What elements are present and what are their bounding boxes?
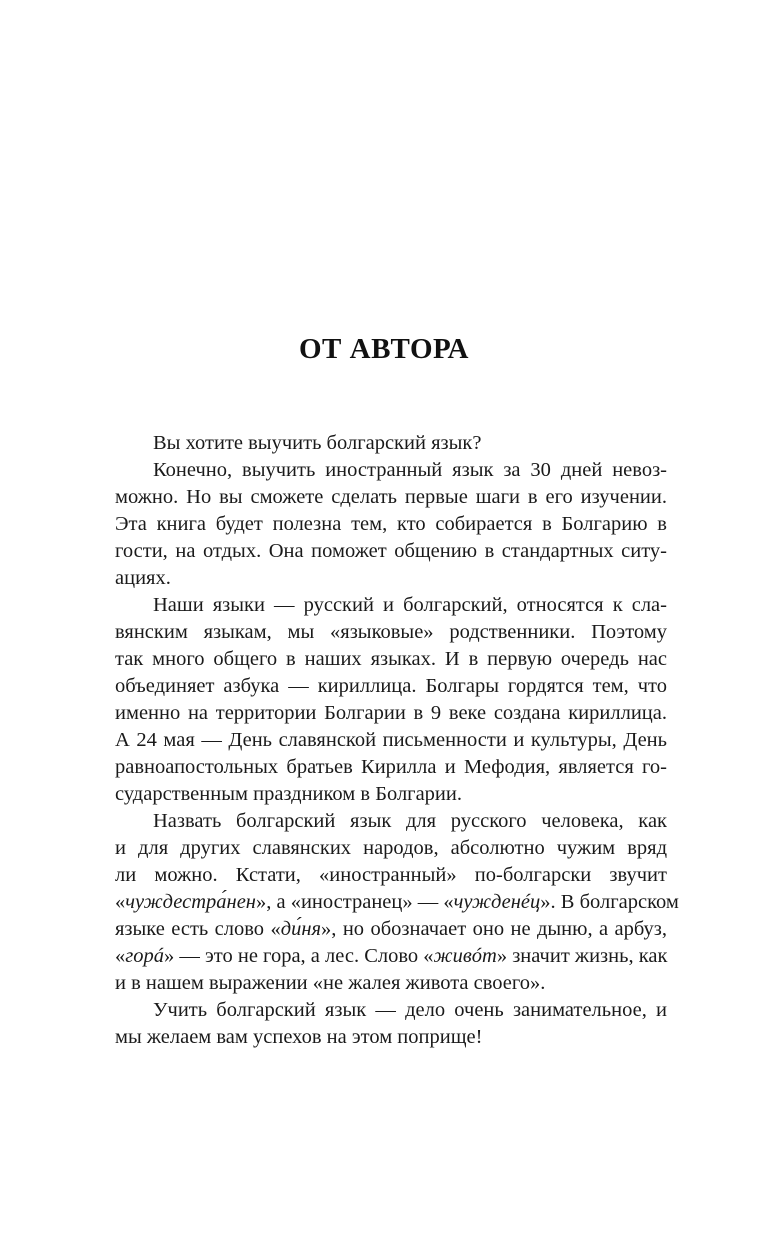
text-line: и для других славянских народов, абсолютно чужим вряд bbox=[115, 837, 667, 859]
text-fragment: языке есть слово « bbox=[115, 918, 281, 940]
text-line: можно. Но вы сможете сделать первые шаги в его изучении. bbox=[115, 486, 667, 508]
paragraph-3 bbox=[77, 592, 667, 808]
italic-word: ди́ня bbox=[280, 918, 322, 940]
italic-word: горá bbox=[125, 945, 164, 967]
paragraph-2 bbox=[77, 457, 667, 592]
text-line: Учить болгарский язык — дело очень занимательное, и bbox=[153, 999, 667, 1021]
text-line-rich bbox=[77, 916, 667, 943]
page-title: ОТ АВТОРА bbox=[298, 333, 470, 365]
text-line: ли можно. Кстати, «иностранный» по-болгарски звучит bbox=[115, 864, 667, 886]
paragraph-5 bbox=[77, 997, 667, 1051]
text-line: именно на территории Болгарии в 9 веке создана кириллица. bbox=[115, 702, 667, 724]
text-line: Назвать болгарский язык для русского человека, как bbox=[153, 810, 667, 832]
text-line-rich bbox=[77, 943, 667, 970]
italic-word: чуждестра́нен bbox=[125, 891, 256, 913]
text-line: сударственным праздником в Болгарии. bbox=[115, 783, 462, 805]
text-line: и в нашем выражении «не жалея живота своего». bbox=[115, 972, 546, 994]
text-fragment: » — это не гора, а лес. Слово « bbox=[164, 945, 434, 967]
text-line: Вы хотите выучить болгарский язык? bbox=[153, 432, 482, 454]
text-line: равноапостольных братьев Кирилла и Мефодия, является го- bbox=[115, 756, 667, 778]
text-line: Конечно, выучить иностранный язык за 30 дней невоз- bbox=[153, 459, 667, 481]
text-fragment: » значит жизнь, как bbox=[496, 945, 668, 967]
text-line: Эта книга будет полезна тем, кто собирается в Болгарию в bbox=[115, 513, 667, 535]
text-line: гости, на отдых. Она поможет общению в стандартных ситу- bbox=[115, 540, 667, 562]
text-fragment: « bbox=[115, 891, 126, 913]
text-line-rich bbox=[77, 889, 679, 916]
text-line: вянским языкам, мы «языковые» родственники. Поэтому bbox=[115, 621, 667, 643]
text-line: так много общего в наших языках. И в первую очередь нас bbox=[115, 648, 667, 670]
text-fragment: », а «иностранец» — « bbox=[255, 891, 454, 913]
text-line: Наши языки — русский и болгарский, относятся к сла- bbox=[153, 594, 667, 616]
text-line: объединяет азбука — кириллица. Болгары гордятся тем, что bbox=[115, 675, 667, 697]
italic-word: живóт bbox=[433, 945, 497, 967]
text-line: ациях. bbox=[115, 567, 171, 589]
paragraph-1 bbox=[77, 430, 667, 457]
italic-word: чужденéц bbox=[453, 891, 541, 913]
text-fragment: « bbox=[115, 945, 126, 967]
text-line: А 24 мая — День славянской письменности и культуры, День bbox=[115, 729, 667, 751]
text-line: мы желаем вам успехов на этом поприще! bbox=[115, 1026, 483, 1048]
text-fragment: », но обозначает оно не дыню, а арбуз, bbox=[321, 918, 667, 940]
paragraph-4 bbox=[77, 808, 679, 997]
text-fragment: ». В болгарском bbox=[540, 891, 679, 913]
body-text bbox=[77, 430, 679, 1051]
